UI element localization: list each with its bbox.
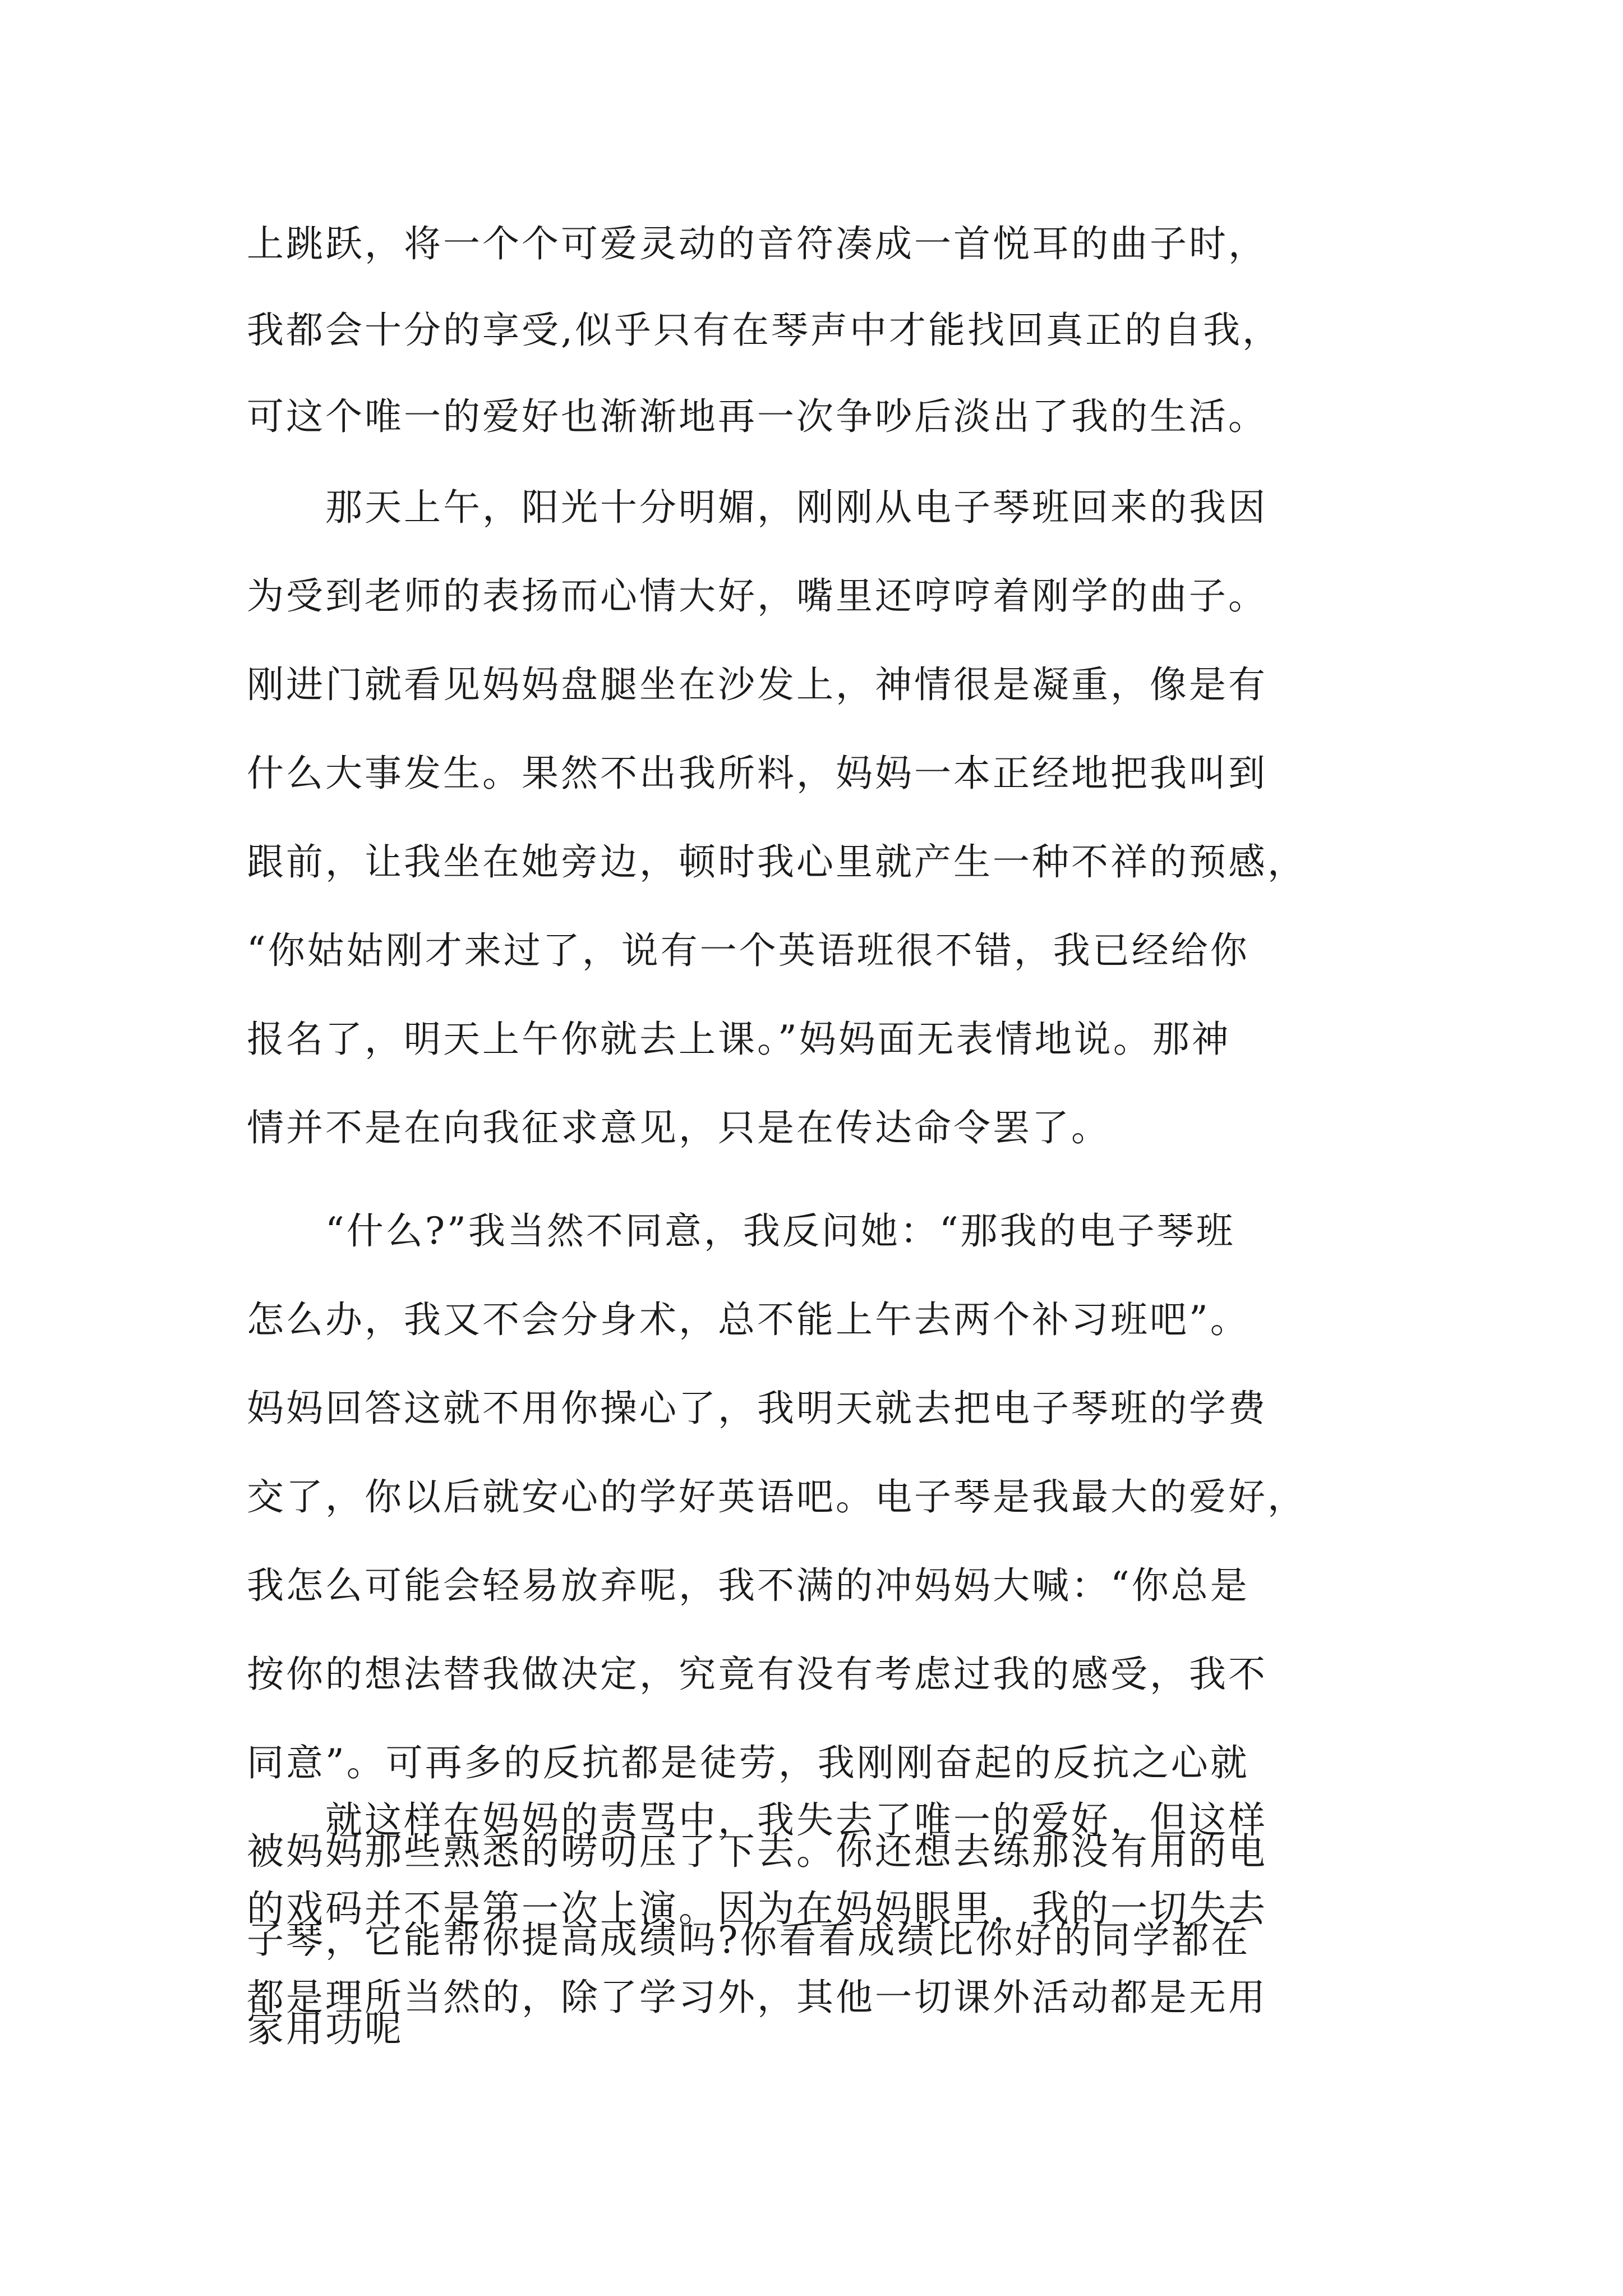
text-line: 我怎么可能会轻易放弃呢，我不满的冲妈妈大喊：“你总是 (247, 1564, 1249, 1607)
text-line: 报名了，明天上午你就去上课。”妈妈面无表情地说。那神 (247, 1018, 1231, 1061)
text-line: 都是理所当然的，除了学习外，其他一切课外活动都是无用 (247, 1976, 1267, 2019)
text-line: 怎么办，我又不会分身术，总不能上午去两个补习班吧”。 (247, 1298, 1249, 1341)
text-line: 交了，你以后就安心的学好英语吧。电子琴是我最大的爱好， (247, 1475, 1307, 1519)
text-line: 按你的想法替我做决定，究竟有没有考虑过我的感受，我不 (247, 1653, 1267, 1696)
text-line: 什么大事发生。果然不出我所料，妈妈一本正经地把我叫到 (247, 752, 1267, 795)
text-line: “什么?”我当然不同意，我反问她：“那我的电子琴班 (247, 1209, 1235, 1253)
text-line: 刚进门就看见妈妈盘腿坐在沙发上，神情很是凝重，像是有 (247, 663, 1267, 706)
text-line: 上跳跃，将一个个可爱灵动的音符凑成一首悦耳的曲子时， (247, 222, 1267, 265)
text-line: 可这个唯一的爱好也渐渐地再一次争吵后淡出了我的生活。 (247, 395, 1267, 438)
paragraph-2 (247, 482, 1402, 1191)
text-line: 那天上午，阳光十分明媚，刚刚从电子琴班回来的我因 (247, 486, 1267, 529)
text-line: 的戏码并不是第一次上演。因为在妈妈眼里，我的一切失去 (247, 1887, 1267, 1930)
text-line: 被妈妈那些熟悉的唠叨压了下去。你还想去练那没有用的电 (247, 1830, 1267, 1873)
paragraph-continued (247, 219, 1402, 442)
text-line: 为受到老师的表扬而心情大好，嘴里还哼哼着刚学的曲子。 (247, 574, 1267, 618)
text-line: 就这样在妈妈的责骂中，我失去了唯一的爱好，但这样 (247, 1798, 1267, 1842)
text-line: 同意”。可再多的反抗都是徒劳，我刚刚奋起的反抗之心就 (247, 1741, 1249, 1784)
text-line: 妈妈回答这就不用你操心了，我明天就去把电子琴班的学费 (247, 1387, 1267, 1430)
paragraph-4 (247, 1795, 1402, 2061)
text-line: 跟前，让我坐在她旁边，顿时我心里就产生一种不祥的预感， (247, 840, 1307, 884)
text-line: 情并不是在向我征求意见，只是在传达命令罢了。 (247, 1106, 1110, 1149)
text-line: 子琴，它能帮你提高成绩吗?你看看成绩比你好的同学都在 (247, 1918, 1251, 1962)
text-line: 我都会十分的享受,似乎只有在琴声中才能找回真正的自我， (247, 309, 1281, 352)
text-line: “你姑姑刚才来过了，说有一个英语班很不错，我已经给你 (247, 929, 1249, 972)
text-line: 家用功呢 (247, 2007, 404, 2050)
